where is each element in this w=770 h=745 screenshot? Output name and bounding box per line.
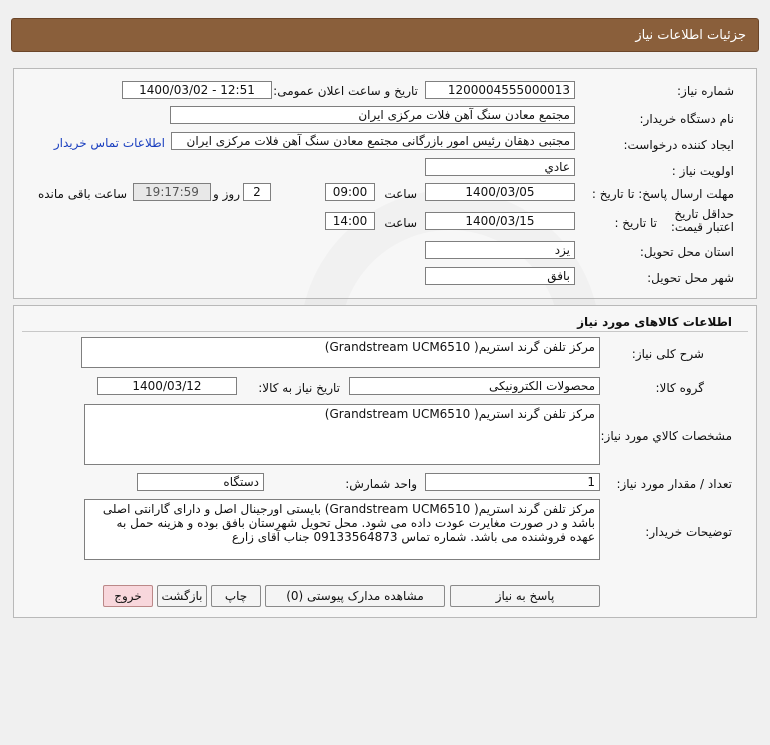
exit-button[interactable]: خروج bbox=[103, 585, 153, 607]
unit-field: دستگاه bbox=[137, 473, 264, 491]
validity-date-field: 1400/03/15 bbox=[425, 212, 575, 230]
city-field: بافق bbox=[425, 267, 575, 285]
goods-section-divider bbox=[22, 331, 748, 332]
page-header bbox=[11, 18, 759, 52]
validity-label: حداقل تاریخ اعتبار قیمت: bbox=[670, 207, 734, 234]
announce-label: تاریخ و ساعت اعلان عمومی: bbox=[273, 84, 418, 98]
creator-label: ایجاد کننده درخواست: bbox=[623, 138, 734, 152]
send-time-label: ساعت bbox=[384, 187, 417, 201]
need-number-field: 1200004555000013 bbox=[425, 81, 575, 99]
unit-label: واحد شمارش: bbox=[345, 477, 417, 491]
remaining-days-field: 2 bbox=[243, 183, 271, 201]
page-title: جزئیات اطلاعات نیاز bbox=[635, 28, 746, 43]
need-date-label: تاریخ نیاز به کالا: bbox=[258, 381, 340, 395]
back-button[interactable]: بازگشت bbox=[157, 585, 207, 607]
print-button[interactable]: چاپ bbox=[211, 585, 261, 607]
need-number-label: شماره نیاز: bbox=[677, 84, 734, 98]
need-description-field: مرکز تلفن گرند استریم( Grandstream UCM6510) bbox=[81, 337, 600, 368]
priority-label: اولویت نیاز : bbox=[671, 164, 734, 178]
city-label: شهر محل تحویل: bbox=[647, 271, 734, 285]
province-label: استان محل تحویل: bbox=[639, 245, 734, 259]
remaining-label: ساعت باقی مانده bbox=[37, 187, 127, 201]
goods-group-label: گروه کالا: bbox=[655, 381, 704, 395]
quantity-field: 1 bbox=[425, 473, 600, 491]
send-time-field: 09:00 bbox=[325, 183, 375, 201]
view-attachments-button[interactable]: مشاهده مدارک پیوستی (0) bbox=[265, 585, 445, 607]
send-date-field: 1400/03/05 bbox=[425, 183, 575, 201]
validity-to-label: تا تاریخ : bbox=[614, 216, 657, 230]
need-date-field: 1400/03/12 bbox=[97, 377, 237, 395]
buyer-label: نام دستگاه خریدار: bbox=[639, 112, 734, 126]
creator-field: مجتبی دهقان رئیس امور بازرگانی مجتمع معادن سنگ آهن فلات مرکزی ایران bbox=[171, 132, 575, 150]
validity-time-label: ساعت bbox=[384, 216, 417, 230]
buyer-contact-link[interactable]: اطلاعات تماس خریدار bbox=[53, 136, 165, 150]
validity-time-field: 14:00 bbox=[325, 212, 375, 230]
quantity-label: تعداد / مقدار مورد نیاز: bbox=[616, 477, 732, 491]
goods-spec-field: مرکز تلفن گرند استریم( Grandstream UCM6510) bbox=[84, 404, 600, 465]
province-field: یزد bbox=[425, 241, 575, 259]
reply-to-need-button[interactable]: پاسخ به نیاز bbox=[450, 585, 600, 607]
days-label: روز و bbox=[213, 187, 240, 201]
need-description-label: شرح کلی نیاز: bbox=[631, 347, 704, 361]
goods-section-title: اطلاعات کالاهای مورد نیاز bbox=[577, 315, 732, 329]
buyer-field: مجتمع معادن سنگ آهن فلات مرکزی ایران bbox=[170, 106, 575, 124]
priority-field: عادي bbox=[425, 158, 575, 176]
announce-field: 1400/03/02 - 12:51 bbox=[122, 81, 272, 99]
send-deadline-label: مهلت ارسال پاسخ: تا تاریخ : bbox=[591, 187, 734, 201]
remaining-time-field: 19:17:59 bbox=[133, 183, 211, 201]
goods-group-field: محصولات الکترونیکی bbox=[349, 377, 600, 395]
buyer-description-field: مرکز تلفن گرند استریم( Grandstream UCM6510) بایستی اورجینال اصل و دارای گارانتی اصلی باشد و در صورت مغایرت عودت داده می شود. محل تحویل شهرستان بافق بوده و هزینه حمل به عهده فروشنده می باشد. شماره تماس 09133564873 جناب آقای زارع bbox=[84, 499, 600, 560]
goods-spec-label: مشخصات کالاي مورد نیاز: bbox=[600, 429, 732, 443]
buyer-description-label: توضیحات خریدار: bbox=[645, 525, 732, 539]
